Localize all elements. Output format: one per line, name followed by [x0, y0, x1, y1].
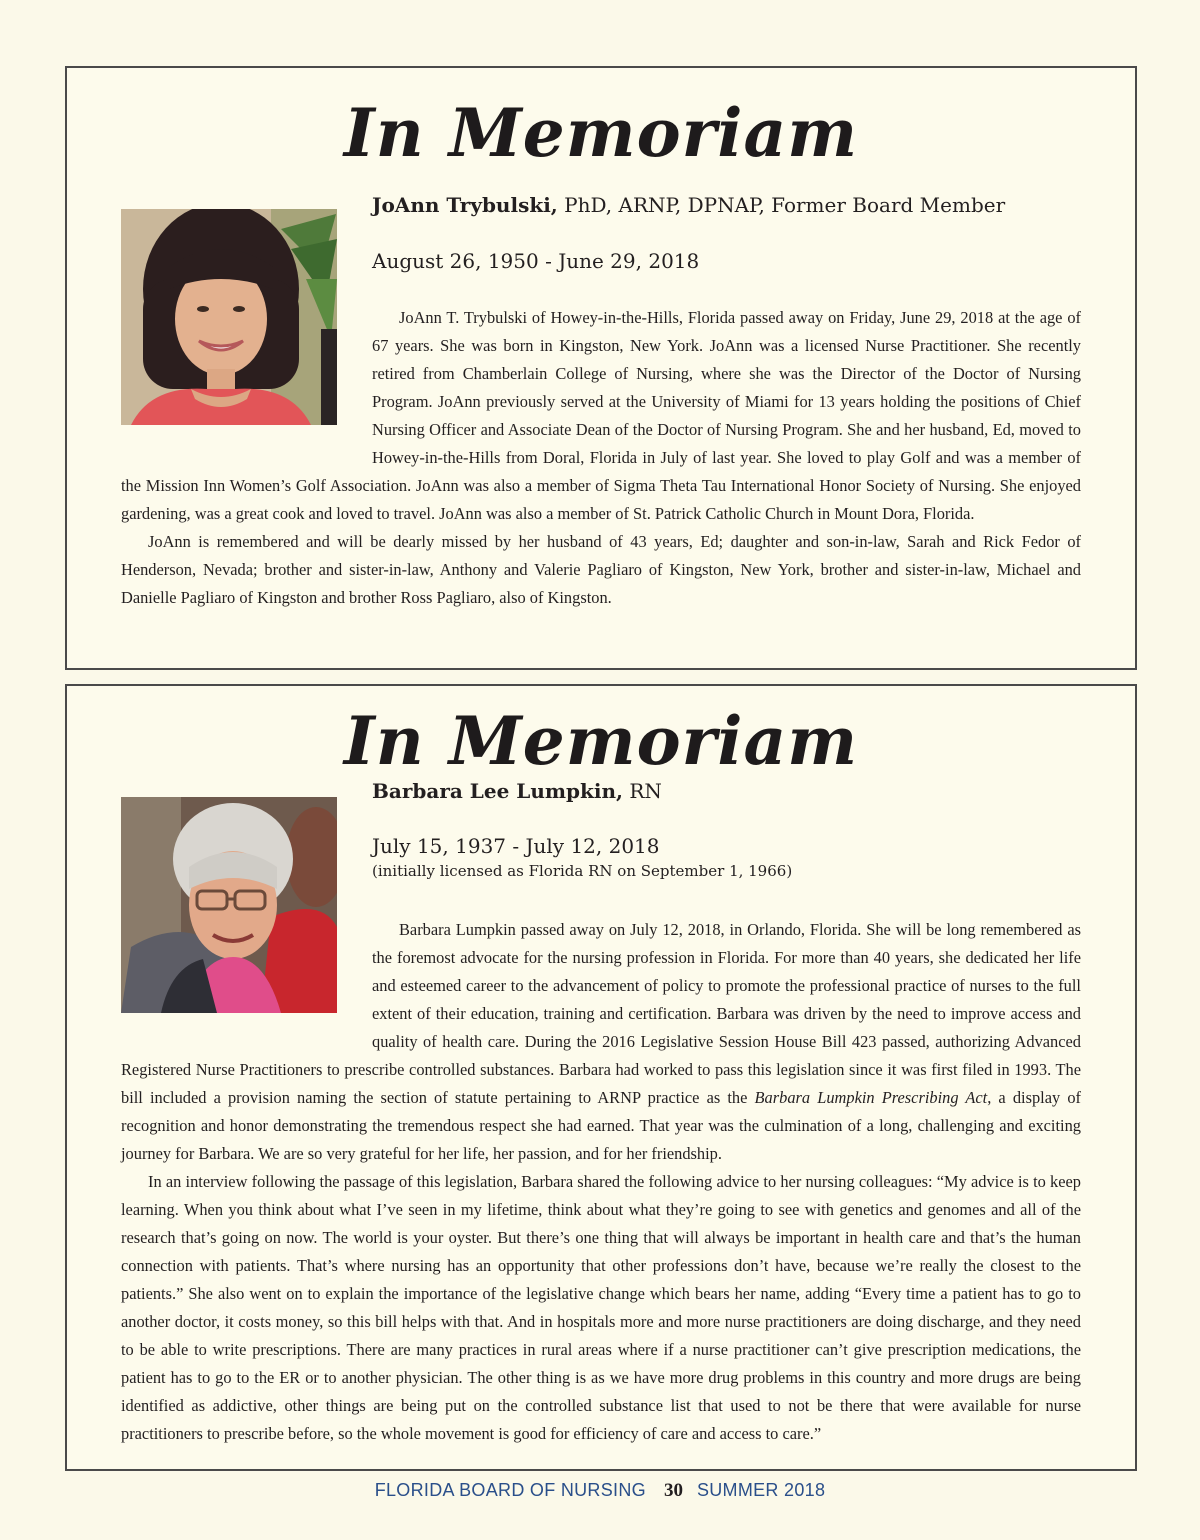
life-dates: July 15, 1937 - July 12, 2018: [372, 834, 660, 858]
life-dates: August 26, 1950 - June 29, 2018: [372, 249, 700, 273]
memorial-text-trybulski: [121, 304, 1081, 612]
obituary-paragraph: JoAnn T. Trybulski of Howey-in-the-Hills, Florida passed away on Friday, June 29, 2018 at the age of 67 years. She was born in Kingston, New York. JoAnn was a licensed Nurse Practitioner. She recently retired from Chamberlain College of Nursing, where she was the Director of the Doctor of Nursing Program. JoAnn previously served at the University of Miami for 13 years holding the positions of Chief Nursing Officer and Associate Dean of the Doctor of Nursing Program. She and her husband, Ed, moved to Howey-in-the-Hills from Doral, Florida in July of last year. She loved to play Golf and was a member of the Mission Inn Women’s Golf Association. JoAnn was also a member of Sigma Theta Tau International Honor Society of Nursing. She enjoyed gardening, was a great cook and loved to travel. JoAnn was also a member of St. Patrick Catholic Church in Mount Dora, Florida.: [121, 308, 1081, 523]
memorial-heading: In Memoriam: [343, 94, 859, 172]
licensing-note: (initially licensed as Florida RN on September 1, 1966): [372, 862, 793, 880]
memorial-text-lumpkin: [121, 916, 1081, 1448]
memorial-panel-trybulski: [65, 66, 1137, 670]
page-number: 30: [663, 1480, 683, 1501]
memorial-heading: In Memoriam: [343, 702, 859, 780]
decedent-name: Barbara Lee Lumpkin,: [372, 779, 623, 803]
name-line: [372, 776, 1081, 806]
decedent-credentials: RN: [629, 779, 662, 803]
obituary-paragraph: JoAnn is remembered and will be dearly missed by her husband of 43 years, Ed; daughter and son-in-law, Sarah and Rick Fedor of Henderson, Nevada; brother and sister-in-law, Anthony and Valerie Pagliaro of Kingston, New York, brother and sister-in-law, Michael and Danielle Pagliaro of Kingston and brother Ross Pagliaro, also of Kingston.: [121, 532, 1081, 607]
page-footer: [0, 1476, 1200, 1505]
obituary-paragraph: In an interview following the passage of this legislation, Barbara shared the following advice to her nursing colleagues: “My advice is to keep learning. When you think about what I’ve seen in my lifetime, think about what they’re going to see with genetics and genomes and all of the research that’s going on now. The world is your oyster. But there’s one thing that will always be important in health care and that’s the human connection with patients. That’s where nursing has an opportunity that other professions don’t have, because we’re really the closest to the patients.” She also went on to explain the importance of the legislative change which bears her name, adding “Every time a patient has to go to another doctor, it costs money, so this bill helps with that. And in hospitals more and more nurse practitioners are doing discharge, and they need to be able to write prescriptions. There are many practices in rural areas where if a nurse practitioner can’t give prescription medications, the patient has to go to the ER or to another physician. The other thing is as we have more drug problems in this country and more drugs are being identified as addictive, other things are being put on the controlled substance list that used to not be there that were available for nurse practitioners to prescribe before, so the whole movement is good for efficiency of care and access to care.”: [121, 1172, 1081, 1443]
decedent-name: JoAnn Trybulski,: [372, 193, 558, 217]
issue-label: SUMMER 2018: [696, 1480, 826, 1500]
obituary-text-part: Barbara Lumpkin passed away on July 12, 2018, in Orlando, Florida. She will be long remembered as the foremost advocate for the nursing profession in Florida. For more than 40 years, she dedicated her life and esteemed career to the advancement of policy to promote the professional practice of nurses to the full extent of their education, training and certification. Barbara was driven by the need to improve access and quality of health care. During the 2016 Legislative Session House Bill 423 passed, authorizing Advanced Registered Nurse Practitioners to prescribe controlled substances. Barbara had worked to pass this legislation since it was first filed in 1993. The bill included a provision naming the section of statute pertaining to ARNP practice as the: [121, 920, 1081, 1107]
memorial-header-lumpkin: [372, 776, 1081, 881]
obituary-text-part: , a display of recognition and honor demonstrating the tremendous respect she had earned. That year was the culmination of a long, challenging and exciting journey for Barbara. We are so very grateful for her life, her passion, and for her friendship.: [121, 1088, 1081, 1163]
memorial-header-trybulski: [372, 190, 1081, 276]
name-line: [372, 190, 1081, 220]
publication-name: FLORIDA BOARD OF NURSING: [374, 1480, 646, 1500]
act-name: Barbara Lumpkin Prescribing Act: [754, 1088, 988, 1107]
memorial-panel-lumpkin: [65, 684, 1137, 1471]
decedent-credentials: PhD, ARNP, DPNAP, Former Board Member: [564, 193, 1006, 217]
